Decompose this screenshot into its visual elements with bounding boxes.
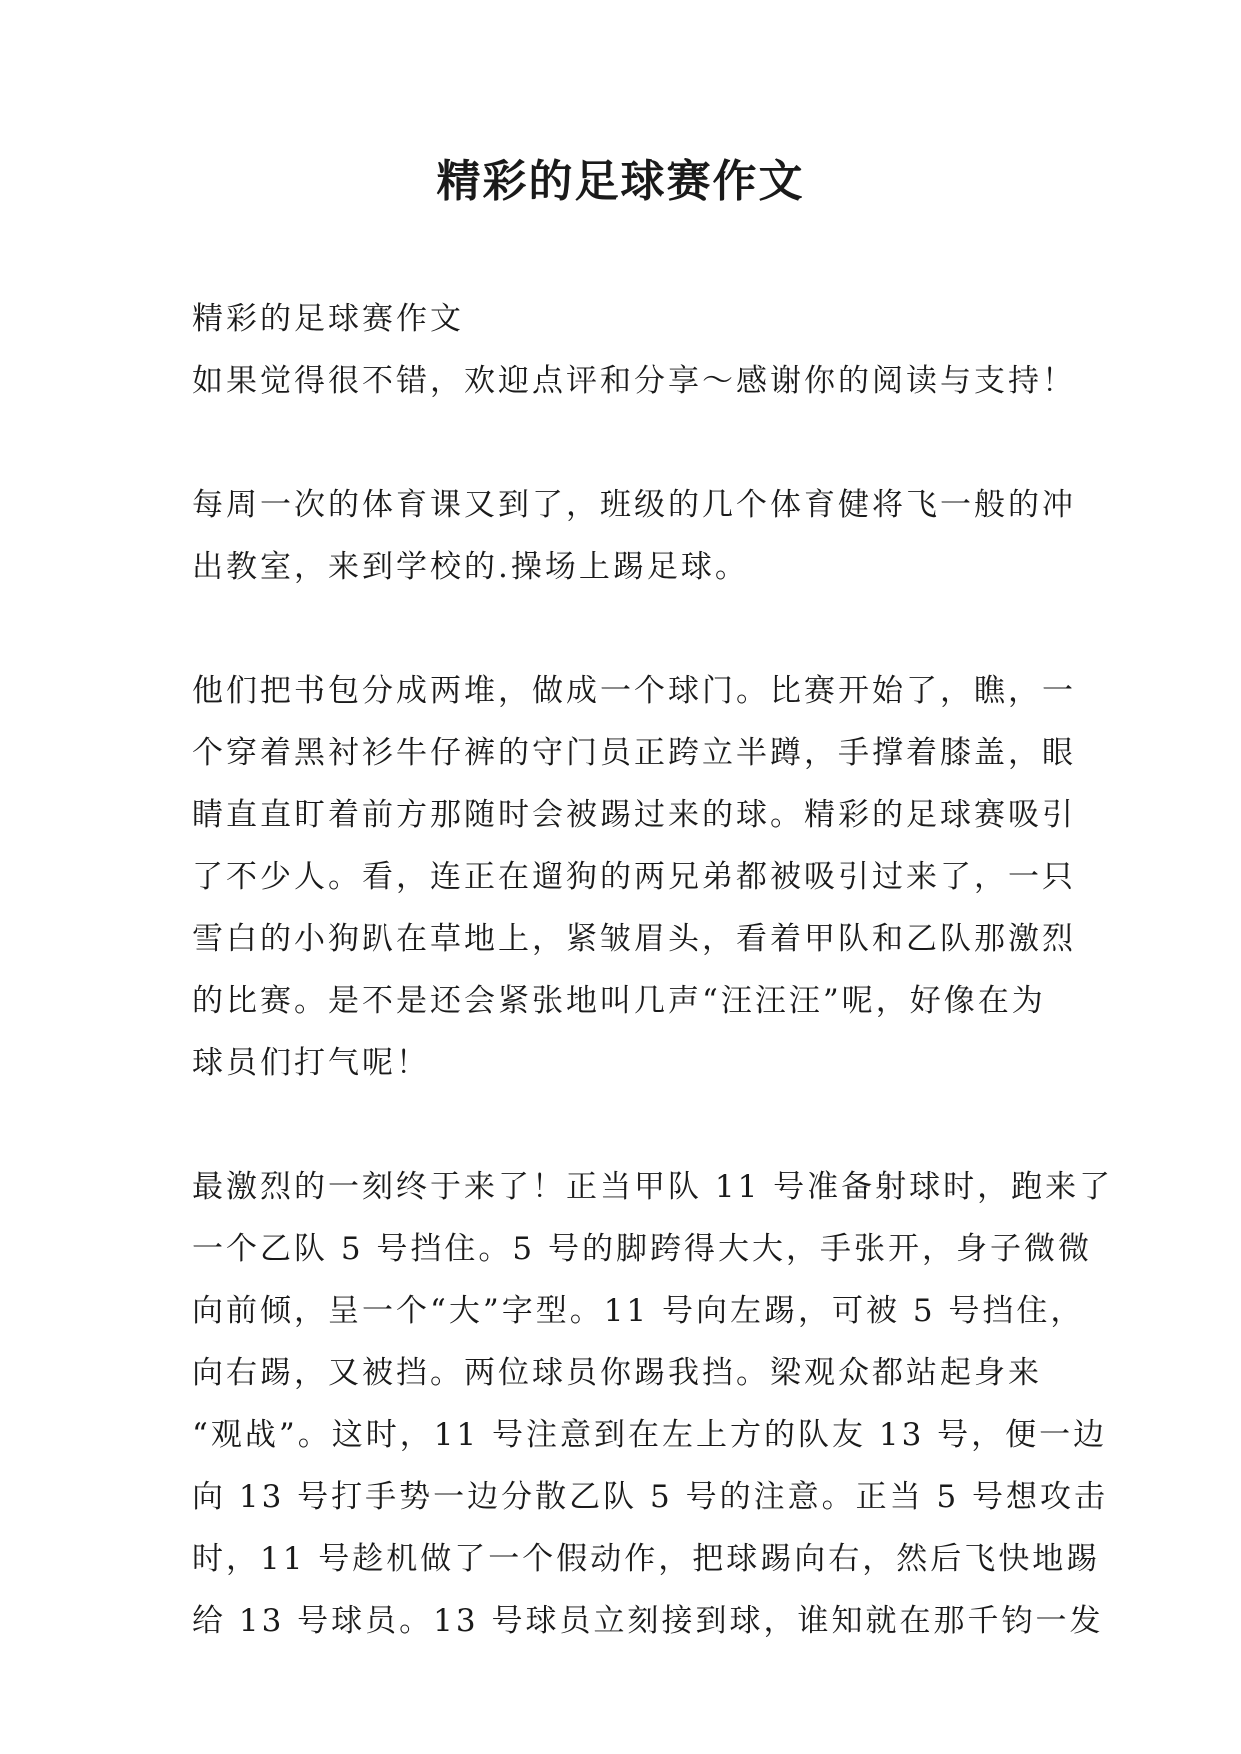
intro-line-thanks: 如果觉得很不错，欢迎点评和分享～感谢你的阅读与支持！ xyxy=(192,363,1076,399)
paragraph-gap xyxy=(192,598,1072,660)
paragraph-line: 他们把书包分成两堆，做成一个球门。比赛开始了，瞧，一 xyxy=(192,673,1076,709)
paragraph-line: 时，11 号趁机做了一个假动作，把球踢向右，然后飞快地踢 xyxy=(192,1541,1101,1577)
paragraph-line: 雪白的小狗趴在草地上，紧皱眉头，看着甲队和乙队那激烈 xyxy=(192,921,1076,957)
paragraph-line: 球员们打气呢！ xyxy=(192,1045,430,1081)
paragraph-3 xyxy=(192,1156,1114,1652)
paragraph-2 xyxy=(192,660,1076,1094)
paragraph-line: 睛直直盯着前方那随时会被踢过来的球。精彩的足球赛吸引 xyxy=(192,797,1076,833)
paragraph-line: 向 13 号打手势一边分散乙队 5 号的注意。正当 5 号想攻击 xyxy=(192,1479,1109,1515)
paragraph-line: 的比赛。是不是还会紧张地叫几声“汪汪汪”呢，好像在为 xyxy=(192,983,1046,1019)
paragraph-1 xyxy=(192,474,1076,598)
paragraph-line: 向右踢，又被挡。两位球员你踢我挡。梁观众都站起身来 xyxy=(192,1355,1042,1391)
paragraph-gap xyxy=(192,1094,1072,1156)
paragraph-line: 了不少人。看，连正在遛狗的两兄弟都被吸引过来了，一只 xyxy=(192,859,1076,895)
paragraph-line: “观战”。这时，11 号注意到在左上方的队友 13 号，便一边 xyxy=(192,1417,1108,1453)
intro-line-title: 精彩的足球赛作文 xyxy=(192,301,464,337)
document-title: 精彩的足球赛作文 xyxy=(436,156,805,207)
paragraph-line: 给 13 号球员。13 号球员立刻接到球，谁知就在那千钧一发 xyxy=(192,1603,1104,1639)
document-body xyxy=(192,288,1114,1652)
paragraph-line: 向前倾，呈一个“大”字型。11 号向左踢，可被 5 号挡住， xyxy=(192,1293,1085,1329)
paragraph-line: 每周一次的体育课又到了，班级的几个体育健将飞一般的冲 xyxy=(192,487,1076,523)
paragraph-line: 出教室，来到学校的.操场上踢足球。 xyxy=(192,549,749,585)
paragraph-gap xyxy=(192,412,1072,474)
paragraph-line: 最激烈的一刻终于来了！正当甲队 11 号准备射球时，跑来了 xyxy=(192,1169,1114,1205)
paragraph-line: 一个乙队 5 号挡住。5 号的脚跨得大大，手张开，身子微微 xyxy=(192,1231,1093,1267)
paragraph-line: 个穿着黑衬衫牛仔裤的守门员正跨立半蹲，手撑着膝盖，眼 xyxy=(192,735,1076,771)
